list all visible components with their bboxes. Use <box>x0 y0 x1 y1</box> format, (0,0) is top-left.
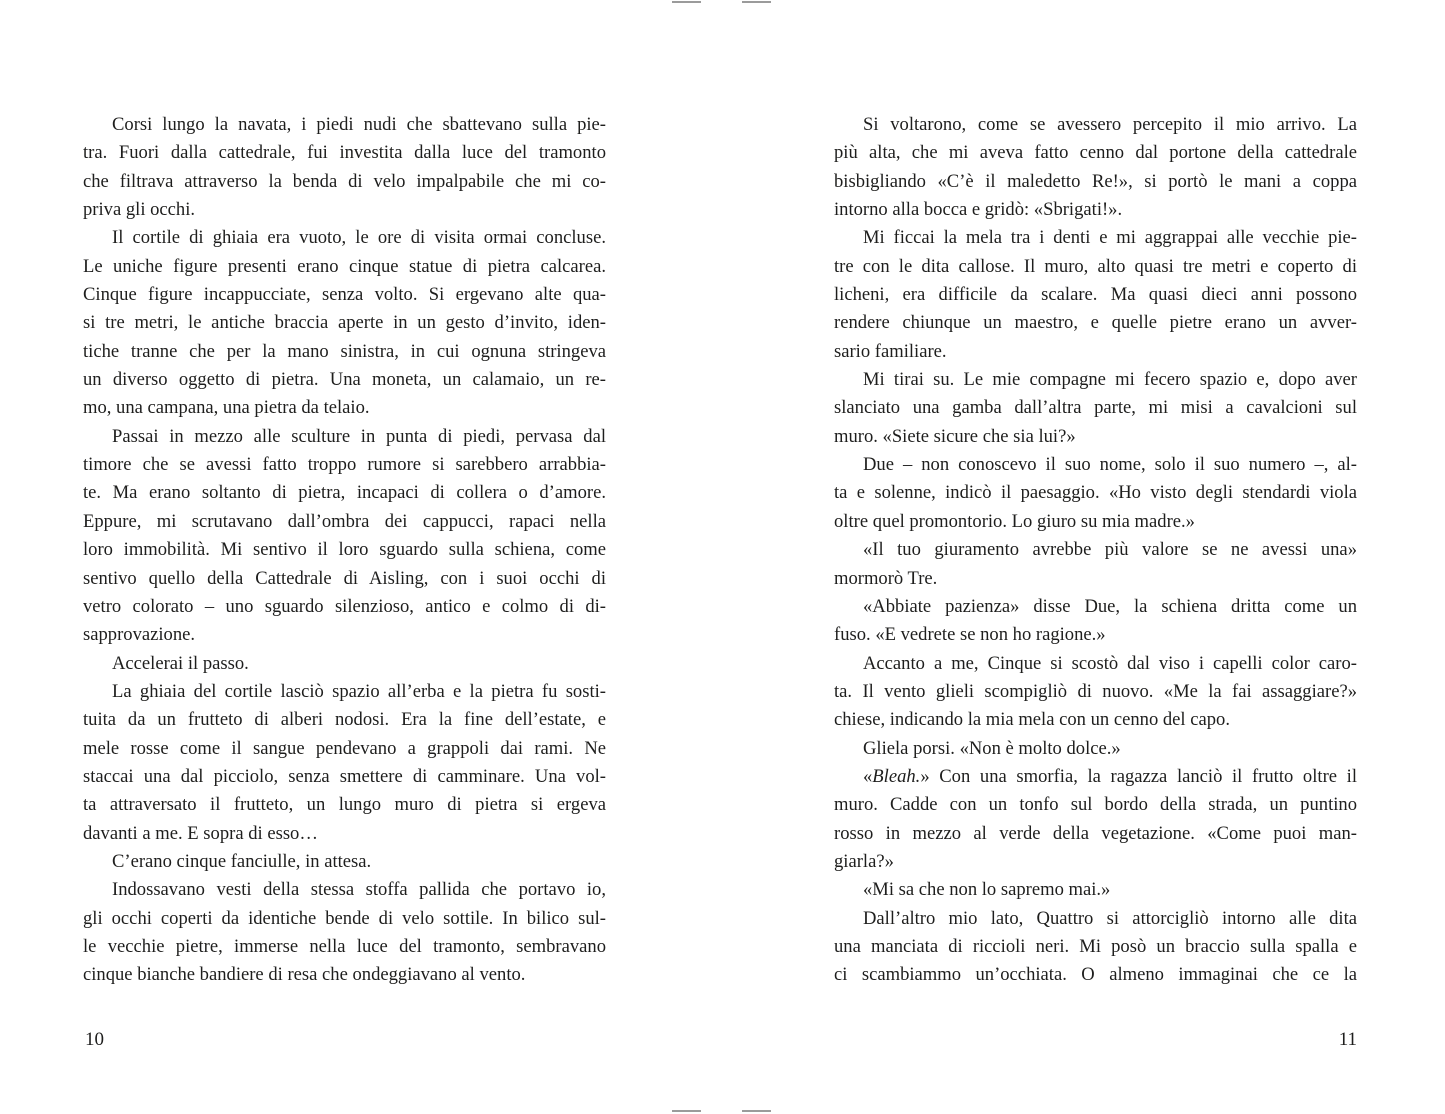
text-line: Passai in mezzo alle sculture in punta di piedi, pervasa dal <box>112 425 606 447</box>
text-line: sario familiare. <box>834 340 947 362</box>
text-line: vetro colorato – uno sguardo silenzioso, antico e colmo di di- <box>83 595 606 617</box>
text-line: Le uniche figure presenti erano cinque statue di pietra calcarea. <box>83 255 606 277</box>
text-line: oltre quel promontorio. Lo giuro su mia madre.» <box>834 510 1195 532</box>
text-line: Accelerai il passo. <box>112 652 249 674</box>
paragraph <box>834 366 1357 451</box>
text-line: Dall’altro mio lato, Quattro si attorcigliò intorno alle dita <box>863 907 1357 929</box>
text-line: bisbigliando «C’è il maledetto Re!», si portò le mani a coppa <box>834 170 1357 192</box>
text-line: intorno alla bocca e gridò: «Sbrigati!». <box>834 199 1123 221</box>
text-line: rendere chiunque un maestro, e quelle pietre erano un avver- <box>834 312 1357 334</box>
page-right-text-column <box>834 111 1357 990</box>
text-line: rosso in mezzo al verde della vegetazione. «Come puoi man- <box>834 822 1357 844</box>
paragraph <box>834 451 1357 536</box>
paragraph <box>83 224 606 422</box>
paragraph <box>834 224 1357 366</box>
text-line: Accanto a me, Cinque si scostò dal viso i capelli color caro- <box>863 652 1357 674</box>
paragraph <box>83 848 606 876</box>
text-line: più alta, che mi aveva fatto cenno dal portone della cattedrale <box>834 142 1357 164</box>
text-line: tre con le dita callose. Il muro, alto quasi tre metri e coperto di <box>834 255 1357 277</box>
text-line: Gliela porsi. «Non è molto dolce.» <box>863 737 1121 759</box>
text-line: Mi ficcai la mela tra i denti e mi aggrappai alle vecchie pie- <box>863 227 1357 249</box>
text-line: ta. Il vento glieli scompigliò di nuovo. «Me la fai assaggiare?» <box>834 680 1357 702</box>
paragraph <box>834 905 1357 990</box>
text-line: ta attraversato il frutteto, un lungo muro di pietra si ergeva <box>83 794 606 816</box>
text-line: «Bleah.» Con una smorfia, la ragazza lanciò il frutto oltre il <box>863 765 1357 787</box>
text-line: una manciata di riccioli neri. Mi posò un braccio sulla spalla e <box>834 935 1357 957</box>
text-line: che filtrava attraverso la benda di velo impalpabile che mi co- <box>83 170 606 192</box>
text-line: muro. Cadde con un tonfo sul bordo della strada, un puntino <box>834 794 1357 816</box>
text-line: priva gli occhi. <box>83 199 196 221</box>
trim-mark-top-right <box>742 1 771 3</box>
paragraph <box>83 876 606 989</box>
text-line: le vecchie pietre, immerse nella luce del tramonto, sembravano <box>83 935 606 957</box>
paragraph <box>83 111 606 224</box>
text-line: licheni, era difficile da scalare. Ma quasi dieci anni possono <box>834 284 1357 306</box>
text-line: un diverso oggetto di pietra. Una moneta, un calamaio, un re- <box>83 369 606 391</box>
text-line: ta e solenne, indicò il paesaggio. «Ho visto degli stendardi viola <box>834 482 1357 504</box>
paragraph <box>834 735 1357 763</box>
text-line: Eppure, mi scrutavano dall’ombra dei cappucci, rapaci nella <box>83 510 606 532</box>
text-line: tuita da un frutteto di alberi nodosi. Era la fine dell’estate, e <box>83 709 606 731</box>
paragraph <box>834 536 1357 593</box>
text-line: muro. «Siete sicure che sia lui?» <box>834 425 1076 447</box>
page-number-right: 11 <box>1338 1029 1357 1050</box>
paragraph <box>834 650 1357 735</box>
text-line: gli occhi coperti da identiche bende di velo sottile. In bilico sul- <box>83 907 606 929</box>
text-line: Mi tirai su. Le mie compagne mi fecero spazio e, dopo aver <box>863 369 1357 391</box>
text-line: Corsi lungo la navata, i piedi nudi che sbattevano sulla pie- <box>112 114 606 135</box>
text-line: Cinque figure incappucciate, senza volto. Si ergevano alte qua- <box>83 284 606 306</box>
paragraph <box>834 111 1357 224</box>
paragraph <box>83 678 606 848</box>
trim-mark-bottom-left <box>672 1110 701 1112</box>
text-line: giarla?» <box>834 850 894 872</box>
text-line: ci scambiammo un’occhiata. O almeno immaginai che ce la <box>834 964 1357 986</box>
text-line: mormorò Tre. <box>834 567 938 589</box>
text-line: «Mi sa che non lo sapremo mai.» <box>863 879 1111 901</box>
text-line: Si voltarono, come se avessero percepito il mio arrivo. La <box>863 114 1357 135</box>
paragraph <box>834 876 1357 904</box>
text-line: te. Ma erano soltanto di pietra, incapaci di collera o d’amore. <box>83 482 606 504</box>
trim-mark-bottom-right <box>742 1110 771 1112</box>
text-line: cinque bianche bandiere di resa che ondeggiavano al vento. <box>83 964 526 986</box>
text-line: mele rosse come il sangue pendevano a grappoli dai rami. Ne <box>83 737 606 759</box>
trim-mark-top-left <box>672 1 701 3</box>
text-line: Il cortile di ghiaia era vuoto, le ore di visita ormai concluse. <box>112 227 606 249</box>
paragraph <box>83 650 606 678</box>
text-line: La ghiaia del cortile lasciò spazio all’erba e la pietra fu sosti- <box>112 680 606 702</box>
text-line: Due – non conoscevo il suo nome, solo il suo numero –, al- <box>863 454 1357 476</box>
text-line: davanti a me. E sopra di esso… <box>83 822 318 844</box>
page-number-left: 10 <box>85 1029 104 1050</box>
text-line: sapprovazione. <box>83 624 196 646</box>
text-line: C’erano cinque fanciulle, in attesa. <box>112 850 372 872</box>
text-line: chiese, indicando la mia mela con un cenno del capo. <box>834 709 1230 731</box>
text-line: si tre metri, le antiche braccia aperte in un gesto d’invito, iden- <box>83 312 606 334</box>
text-line: Indossavano vesti della stessa stoffa pallida che portavo io, <box>112 879 606 901</box>
paragraph <box>834 593 1357 650</box>
text-line: «Abbiate pazienza» disse Due, la schiena dritta come un <box>863 595 1357 617</box>
text-line: tiche tranne che per la mano sinistra, in cui ognuna stringeva <box>83 340 606 362</box>
text-line: fuso. «E vedrete se non ho ragione.» <box>834 624 1106 646</box>
text-line: slanciato una gamba dall’altra parte, mi misi a cavalcioni sul <box>834 397 1357 419</box>
page-left-text-column <box>83 111 606 990</box>
text-line: sentivo quello della Cattedrale di Aisling, con i suoi occhi di <box>83 567 606 589</box>
text-line: tra. Fuori dalla cattedrale, fui investita dalla luce del tramonto <box>83 142 606 164</box>
paragraph <box>834 763 1357 876</box>
text-line: loro immobilità. Mi sentivo il loro sguardo sulla schiena, come <box>83 539 606 561</box>
paragraph <box>83 423 606 650</box>
text-line: timore che se avessi fatto troppo rumore si sarebbero arrabbia- <box>83 454 606 476</box>
text-line: staccai una dal picciolo, senza smettere di camminare. Una vol- <box>83 765 606 787</box>
text-line: «Il tuo giuramento avrebbe più valore se ne avessi una» <box>863 539 1357 561</box>
text-line: mo, una campana, una pietra da telaio. <box>83 397 370 419</box>
